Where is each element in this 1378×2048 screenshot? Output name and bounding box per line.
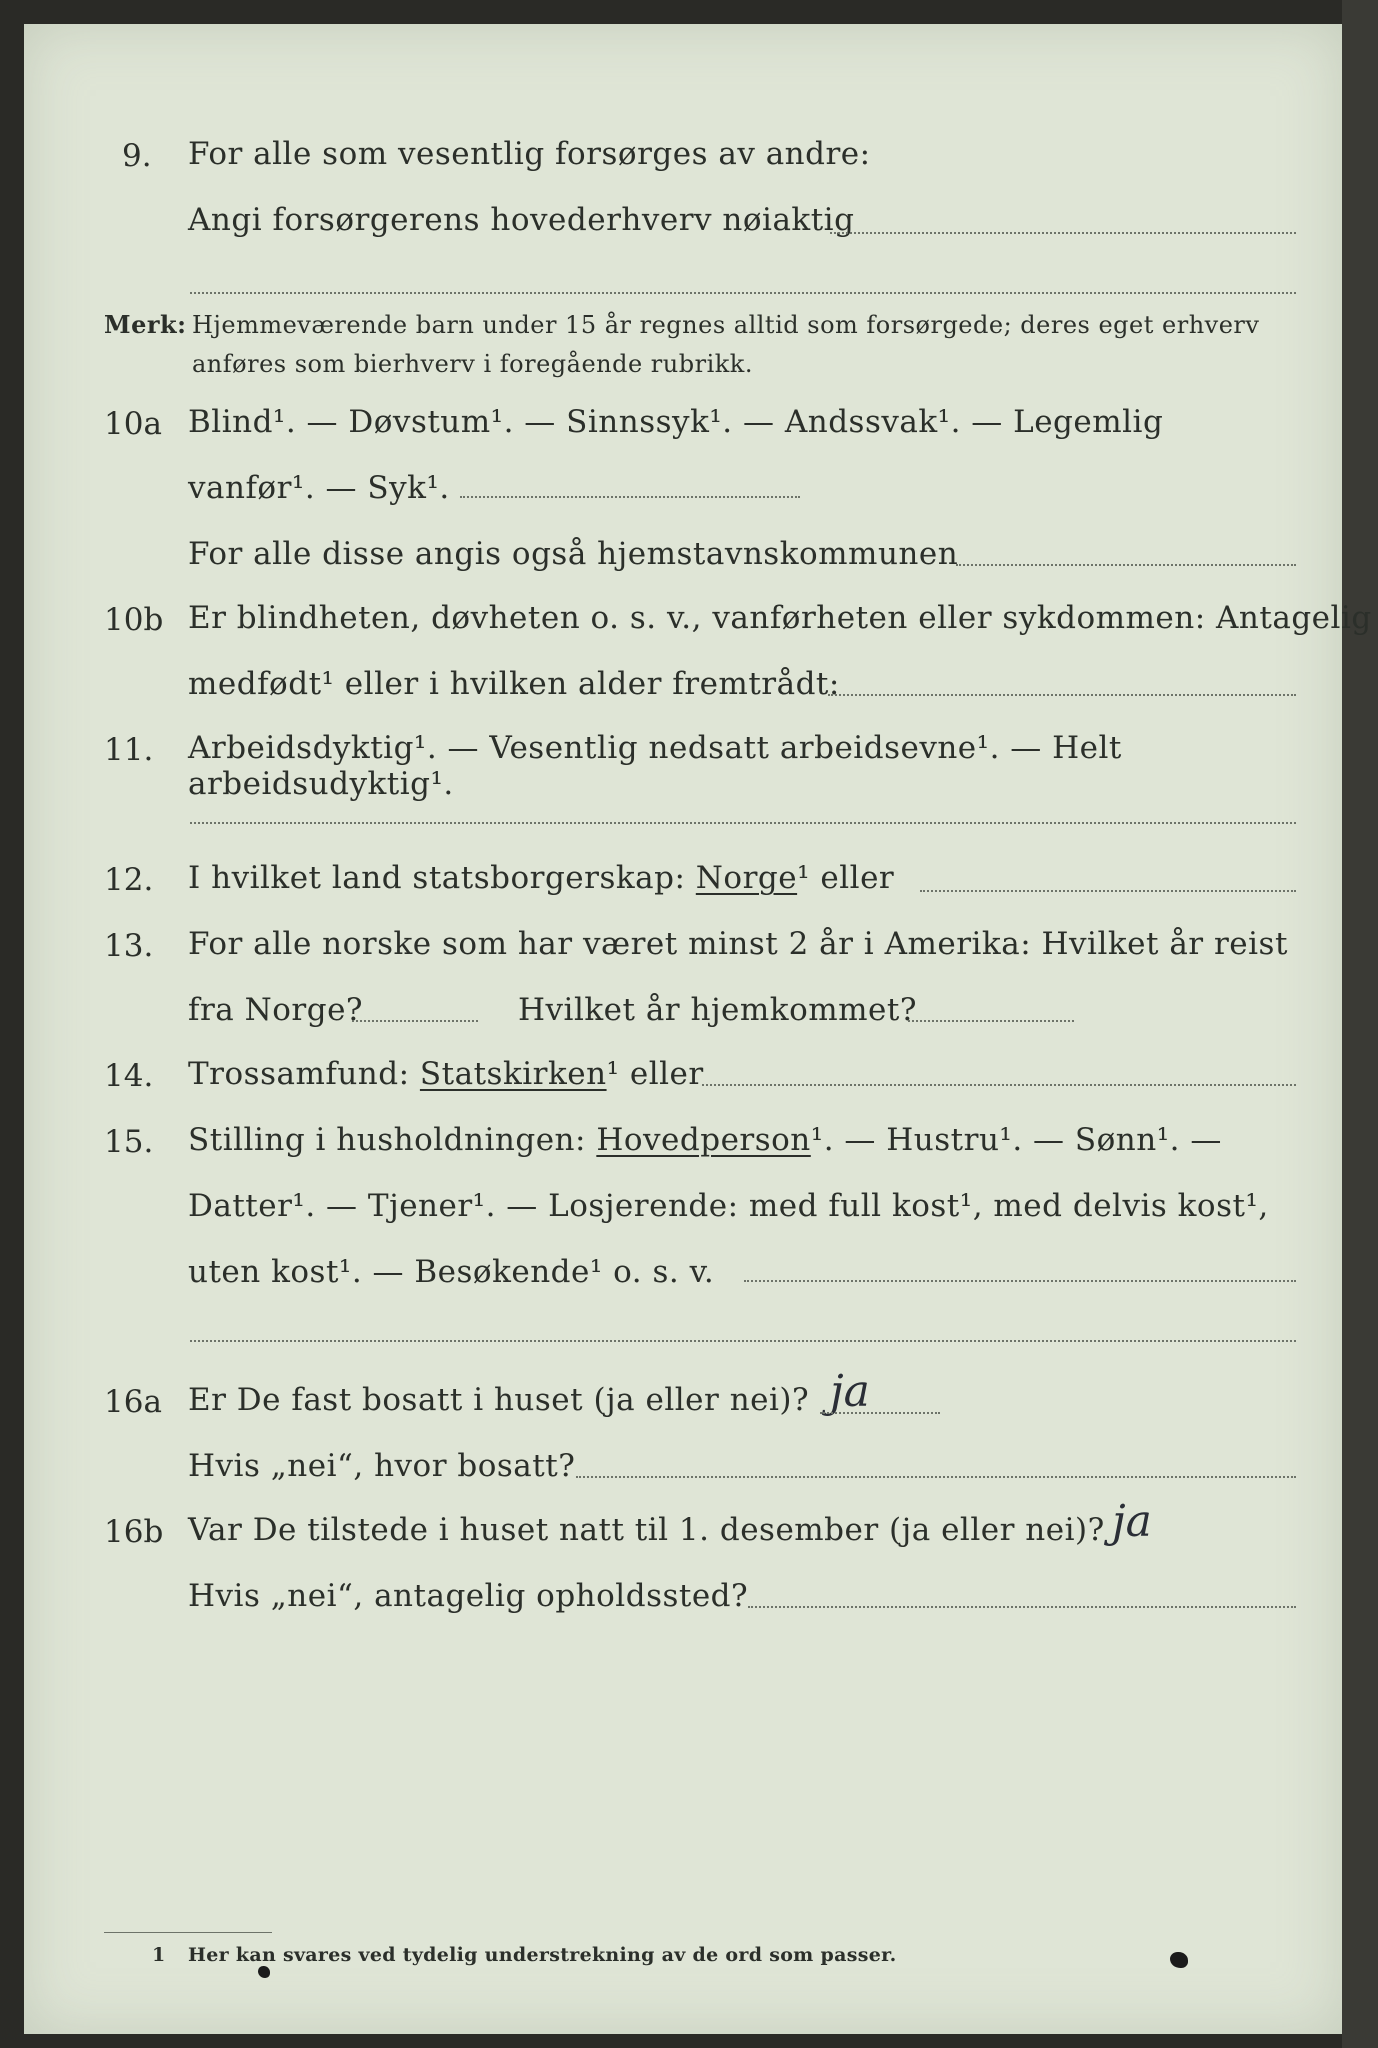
q10a-line3: For alle disse angis også hjemstavnskommunen <box>188 536 959 572</box>
q11-number: 11. <box>104 732 154 768</box>
q12-post: ¹ eller <box>797 860 895 896</box>
merk-line1: Hjemmeværende barn under 15 år regnes alltid som forsørgede; deres eget erhverv <box>192 311 1260 339</box>
footnote-text: Her kan svares ved tydelig understrekning av de ord som passer. <box>188 1944 897 1966</box>
q16a-line1: Er De fast bosatt i huset (ja eller nei)? <box>188 1382 810 1418</box>
q12-line <box>188 860 894 896</box>
q12-answer-line[interactable] <box>920 890 1296 892</box>
q9-line1: For alle som vesentlig forsørges av andre: <box>188 136 871 172</box>
q10a-line2: vanfør¹. — Syk¹. <box>188 470 450 506</box>
q16b-line1: Var De tilstede i huset natt til 1. desember (ja eller nei)? <box>188 1512 1105 1548</box>
q16b-opholdssted-line[interactable] <box>748 1606 1296 1608</box>
q14-post: ¹ eller <box>606 1056 704 1092</box>
q9-line2: Angi forsørgerens hovederhverv nøiaktig <box>188 202 855 238</box>
q12-number: 12. <box>104 862 154 898</box>
q16a-bosatt-line[interactable] <box>576 1476 1296 1478</box>
q10a-number: 10a <box>104 406 162 442</box>
q10b-number: 10b <box>104 602 164 638</box>
q15-hovedperson[interactable]: Hovedperson <box>596 1122 811 1158</box>
q13-reist-line[interactable] <box>352 1020 478 1022</box>
q10a-hjemstavn-line[interactable] <box>956 564 1296 566</box>
q15-answer-line[interactable] <box>744 1280 1296 1282</box>
q14-number: 14. <box>104 1058 154 1094</box>
q13-line2a: fra Norge? <box>188 992 364 1028</box>
q14-pre: Trossamfund: <box>188 1056 410 1092</box>
q10a-syk-line[interactable] <box>460 496 800 498</box>
q14-statskirken[interactable]: Statskirken <box>419 1056 607 1092</box>
q12-pre: I hvilket land statsborgerskap: <box>188 860 686 896</box>
q13-hjemkommet-line[interactable] <box>908 1020 1074 1022</box>
q12-norge[interactable]: Norge <box>695 860 798 896</box>
ink-blot-small <box>258 1966 270 1978</box>
q15-number: 15. <box>104 1124 154 1160</box>
q9-answer-line-2[interactable] <box>190 292 1296 294</box>
q13-line2b: Hvilket år hjemkommet? <box>518 992 917 1028</box>
q13-line1: For alle norske som har været minst 2 år i Amerika: Hvilket år reist <box>188 926 1288 962</box>
scan-edge <box>1342 0 1378 2048</box>
q9-number: 9. <box>122 138 152 174</box>
q15-pre: Stilling i husholdningen: <box>188 1122 586 1158</box>
q15-answer-line-2[interactable] <box>190 1340 1296 1342</box>
q16a-line2: Hvis „nei“, hvor bosatt? <box>188 1448 576 1484</box>
q16a-answer-line[interactable] <box>820 1412 940 1414</box>
q16a-number: 16a <box>104 1384 162 1420</box>
ink-blot <box>1170 1952 1188 1968</box>
q14-answer-line[interactable] <box>702 1084 1296 1086</box>
q16b-number: 16b <box>104 1514 164 1550</box>
merk-label: Merk: <box>104 310 187 339</box>
q10b-line1: Er blindheten, døvheten o. s. v., vanførheten eller sykdommen: Antagelig <box>188 600 1372 636</box>
q16a-handwritten-answer[interactable]: ja <box>830 1366 870 1417</box>
q9-answer-line[interactable] <box>830 232 1296 234</box>
q10b-answer-line[interactable] <box>828 694 1296 696</box>
q15-line3: uten kost¹. — Besøkende¹ o. s. v. <box>188 1254 715 1290</box>
q13-number: 13. <box>104 928 154 964</box>
footnote-mark: 1 <box>152 1944 166 1966</box>
merk-line2: anføres som bierhverv i foregående rubrikk. <box>192 350 753 378</box>
q16b-handwritten-answer[interactable]: ja <box>1112 1496 1152 1547</box>
q11-answer-line[interactable] <box>190 822 1296 824</box>
q11-line1: Arbeidsdyktig¹. — Vesentlig nedsatt arbeidsevne¹. — Helt arbeidsudyktig¹. <box>188 730 1122 802</box>
q16b-line2: Hvis „nei“, antagelig opholdssted? <box>188 1578 749 1614</box>
q15-line1 <box>188 1122 1222 1158</box>
q10a-line1: Blind¹. — Døvstum¹. — Sinnssyk¹. — Andssvak¹. — Legemlig <box>188 404 1164 440</box>
footnote-rule <box>104 1932 272 1933</box>
q15-line2: Datter¹. — Tjener¹. — Losjerende: med full kost¹, med delvis kost¹, <box>188 1188 1269 1224</box>
q15-post: ¹. — Hustru¹. — Sønn¹. — <box>810 1122 1222 1158</box>
q14-line <box>188 1056 704 1092</box>
q10b-line2: medfødt¹ eller i hvilken alder fremtrådt: <box>188 666 840 702</box>
